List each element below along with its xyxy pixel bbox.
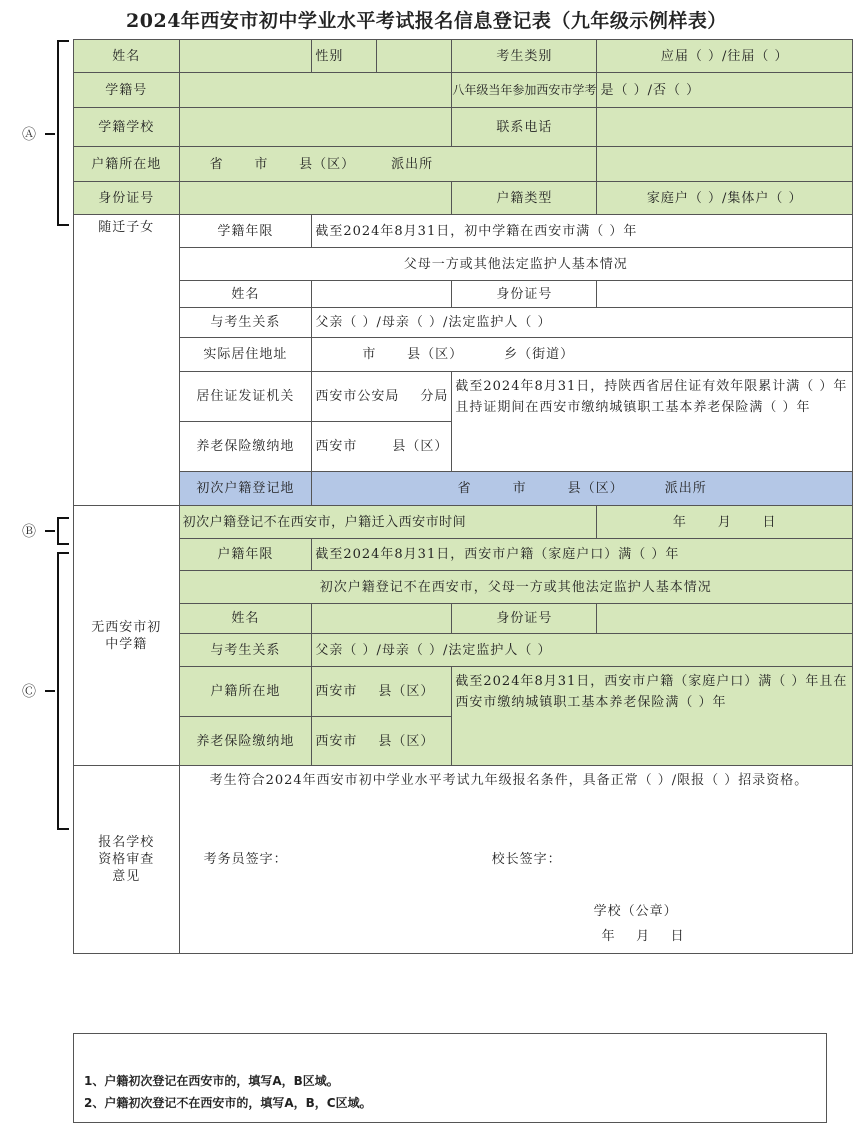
review-area[interactable] (179, 766, 852, 954)
marker-b: Ⓑ (22, 524, 36, 540)
label-relation-c: 与考生关系 (179, 634, 312, 667)
guardian-heading-c: 初次户籍登记不在西安市，父母一方或其他法定监护人基本情况 (179, 571, 852, 604)
label-hukou-type: 户籍类型 (452, 182, 597, 215)
field-hukou-type[interactable]: 家庭户（ ）/集体户（ ） (597, 182, 853, 215)
label-id-number: 身份证号 (74, 182, 180, 215)
pension-value2: 县（区） (392, 439, 449, 454)
label-no-xian-school: 无西安市初中学籍 (74, 506, 180, 766)
field-grade8[interactable]: 是（ ）/否（ ） (597, 73, 853, 108)
label-category: 考生类别 (452, 40, 597, 73)
label-school: 学籍学校 (74, 108, 180, 147)
field-address[interactable]: 市 县（区） 乡（街道） (312, 338, 853, 372)
label-hukou-years: 户籍年限 (179, 539, 312, 571)
page-title: 2024年西安市初中学业水平考试报名信息登记表（九年级示例样表） (126, 10, 727, 32)
field-pension-c[interactable] (312, 717, 452, 766)
field-category[interactable]: 应届（ ）/往届（ ） (597, 40, 853, 73)
pension-value1: 西安市 (315, 439, 358, 454)
field-permit-office[interactable] (312, 372, 452, 422)
label-pension-c: 养老保险缴纳地 (179, 717, 312, 766)
field-gender[interactable] (377, 40, 452, 73)
registration-form (73, 39, 853, 954)
field-student-id[interactable] (179, 73, 452, 108)
permit-value2: 分局 (420, 389, 449, 404)
note1-c: 截至2024年8月31日，西安市户籍（家庭户口）满（ ）年且 (455, 674, 834, 689)
bracket-b-tick (45, 530, 55, 532)
hukou-place-c-value2: 县（区） (378, 684, 435, 699)
permit-value1: 西安市公安局 (315, 389, 400, 404)
label-pension: 养老保险缴纳地 (179, 422, 312, 472)
field-hukou-years[interactable]: 截至2024年8月31日，西安市户籍（家庭户口）满（ ）年 (312, 539, 853, 571)
field-name[interactable] (179, 40, 312, 73)
note2-c: 在西安市缴纳城镇职工基本养老保险满（ ）年 (455, 674, 848, 710)
label-school-years: 学籍年限 (179, 215, 312, 248)
hukou-place-c-value1: 西安市 (315, 684, 358, 699)
field-hukou-place-c[interactable] (312, 667, 452, 717)
seal-label: 学校（公章） (593, 904, 678, 919)
field-guardian-id[interactable] (597, 281, 853, 308)
field-relation-c[interactable]: 父亲（ ）/母亲（ ）/法定监护人（ ） (312, 634, 853, 667)
marker-c: Ⓒ (22, 684, 36, 700)
field-id-number[interactable] (179, 182, 452, 215)
field-guardian-id-c[interactable] (597, 604, 853, 634)
field-migrate-time[interactable]: 年 月 日 (597, 506, 853, 539)
bracket-c (57, 552, 69, 830)
label-hukou-place: 户籍所在地 (74, 147, 180, 182)
field-school[interactable] (179, 108, 452, 147)
review-statement: 考生符合2024年西安市初中学业水平考试九年级报名条件，具备正常（ ）/限报（ ）招录资格。 (209, 773, 809, 788)
label-permit: 居住证发证机关 (179, 372, 312, 422)
field-hukou-place[interactable]: 省 市 县（区） 派出所 (179, 147, 597, 182)
field-guardian-name-c[interactable] (312, 604, 452, 634)
label-guardian-name-c: 姓名 (179, 604, 312, 634)
label-migrate-time: 初次户籍登记不在西安市，户籍迁入西安市时间 (179, 506, 597, 539)
note-1: 1、户籍初次登记在西安市的，填写A，B区域。 (84, 1074, 339, 1088)
field-phone[interactable] (597, 108, 853, 147)
review-date[interactable]: 年 月 日 (601, 929, 685, 944)
label-hukou-place-c: 户籍所在地 (179, 667, 312, 717)
field-pension[interactable] (312, 422, 452, 472)
label-relation: 与考生关系 (179, 308, 312, 338)
bracket-c-tick (45, 690, 55, 692)
label-review: 报名学校资格审查意见 (74, 766, 180, 954)
pension-c-value1: 西安市 (315, 733, 358, 749)
bracket-b (57, 517, 69, 545)
marker-a: Ⓐ (22, 127, 36, 143)
label-gender: 性别 (312, 40, 377, 73)
field-first-hukou[interactable]: 省 市 县（区） 派出所 (312, 472, 853, 506)
label-first-hukou: 初次户籍登记地 (179, 472, 312, 506)
guardian-heading: 父母一方或其他法定监护人基本情况 (179, 248, 852, 281)
field-hukou-place-extra[interactable] (597, 147, 853, 182)
label-phone: 联系电话 (452, 108, 597, 147)
pension-c-value2: 县（区） (378, 733, 435, 749)
principal-sign-label[interactable]: 校长签字： (491, 852, 562, 867)
field-guardian-name[interactable] (312, 281, 452, 308)
bracket-a-tick (45, 133, 55, 135)
label-guardian-id: 身份证号 (452, 281, 597, 308)
note-2: 2、户籍初次登记不在西安市的，填写A，B，C区域。 (84, 1096, 372, 1110)
label-name: 姓名 (74, 40, 180, 73)
permit-note1: 截至2024年8月31日，持陕西省居住证有效年限累计满（ ） (455, 379, 834, 394)
field-school-years[interactable]: 截至2024年8月31日，初中学籍在西安市满（ ）年 (312, 215, 853, 248)
label-migrant: 随迁子女 (74, 215, 180, 506)
notes-box (73, 1033, 827, 1123)
label-grade8: 八年级当年参加西安市学考 (452, 73, 597, 108)
permit-note2: 年且持证期间在西安市缴纳城镇职工基本养老保险满（ ）年 (455, 379, 848, 415)
field-relation[interactable]: 父亲（ ）/母亲（ ）/法定监护人（ ） (312, 308, 853, 338)
label-student-id: 学籍号 (74, 73, 180, 108)
label-guardian-id-c: 身份证号 (452, 604, 597, 634)
bracket-a (57, 40, 69, 226)
label-address: 实际居住地址 (179, 338, 312, 372)
clerk-sign-label[interactable]: 考务员签字： (203, 852, 288, 867)
label-guardian-name: 姓名 (179, 281, 312, 308)
